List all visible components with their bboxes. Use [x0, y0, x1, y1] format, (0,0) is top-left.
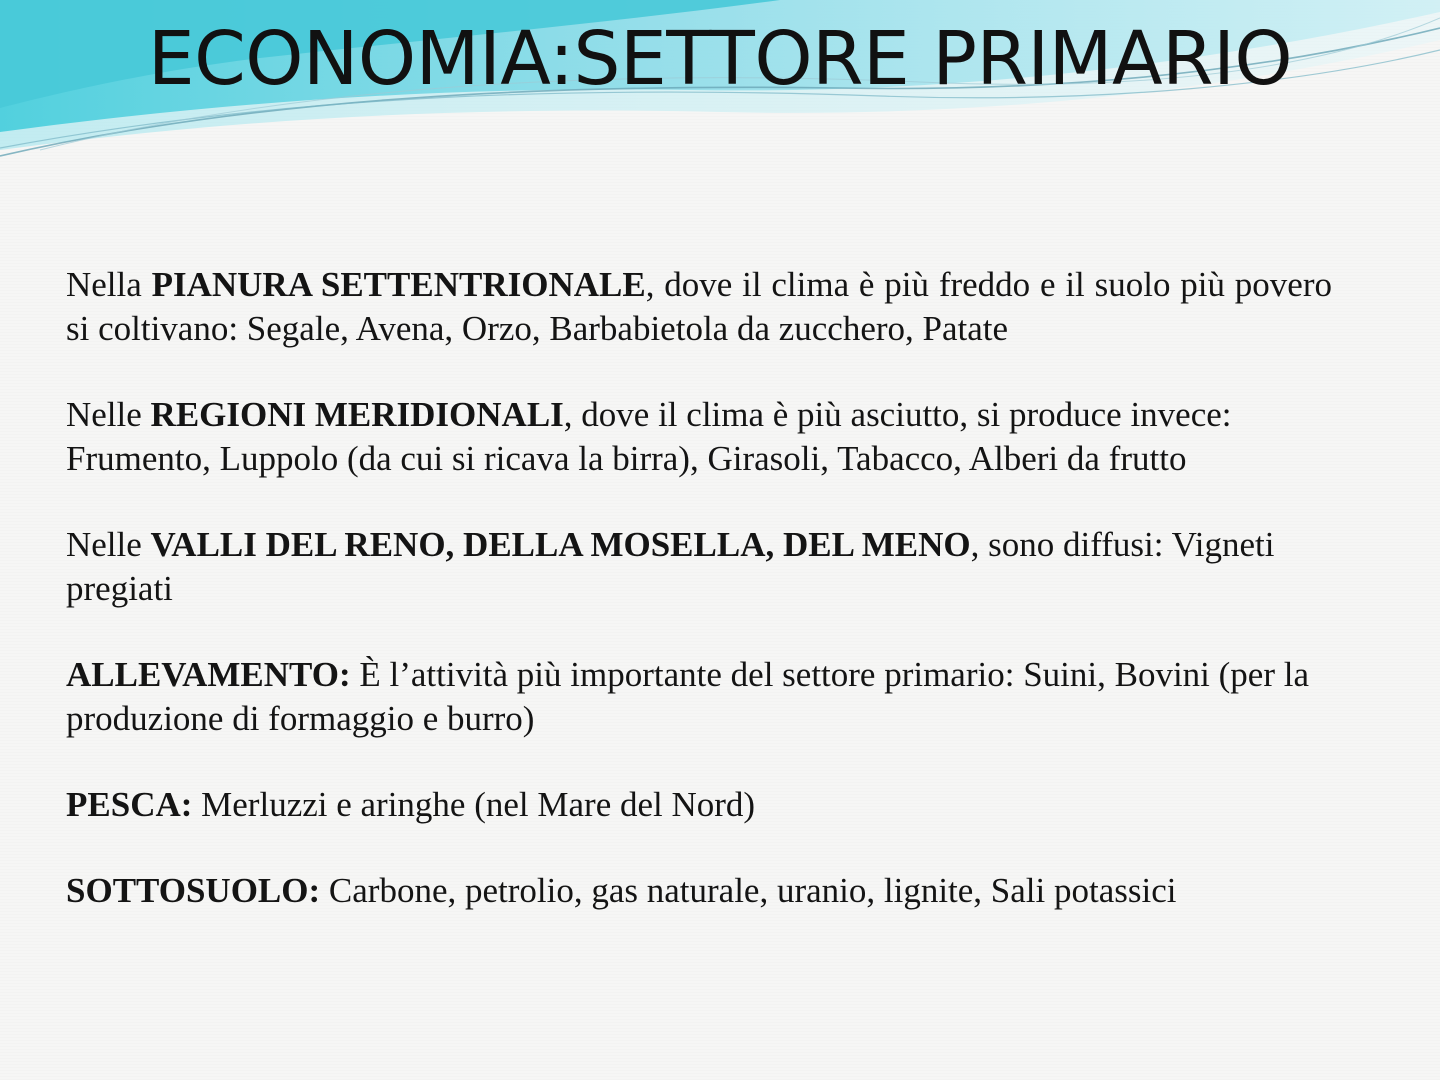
paragraph-pesca: [66, 783, 1332, 827]
paragraph-keyword: PESCA:: [66, 785, 193, 824]
paragraph-text: È l’attività più importante del settore primario: Suini, Bovini (per la produzione di formaggio e burro): [66, 655, 1310, 738]
paragraph-keyword: VALLI DEL RENO, DELLA MOSELLA, DEL MENO: [150, 525, 971, 564]
slide-title: ECONOMIA:SETTORE PRIMARIO: [147, 16, 1293, 102]
paragraph-valli: [66, 523, 1332, 611]
paragraph-prefix: Nella: [66, 265, 152, 304]
paragraph-prefix: Nelle: [66, 525, 151, 564]
paragraph-keyword: PIANURA SETTENTRIONALE: [151, 265, 646, 304]
paragraph-keyword: SOTTOSUOLO:: [66, 871, 321, 910]
paragraph-regioni-meridionali: [66, 393, 1332, 481]
paragraph-text: , dove il clima è più freddo e il suolo più povero si coltivano: Segale, Avena, Orzo, Barbabietola da zucchero, Patate: [66, 265, 1332, 348]
paragraph-prefix: Nelle: [66, 395, 151, 434]
paragraph-text: , sono diffusi: Vigneti pregiati: [66, 525, 1275, 608]
paragraph-text: , dove il clima è più asciutto, si produce invece: Frumento, Luppolo (da cui si ricava la birra), Girasoli, Tabacco, Alberi da frutto: [66, 395, 1232, 478]
paragraph-sottosuolo: [66, 869, 1332, 913]
paragraph-text: Carbone, petrolio, gas naturale, uranio, lignite, Sali potassici: [320, 871, 1177, 910]
paragraph-pianura: [66, 263, 1332, 351]
paragraph-allevamento: [66, 653, 1332, 741]
paragraph-keyword: ALLEVAMENTO:: [66, 655, 351, 694]
slide-body: [66, 263, 1332, 955]
paragraph-keyword: REGIONI MERIDIONALI: [150, 395, 564, 434]
paragraph-text: Merluzzi e aringhe (nel Mare del Nord): [192, 785, 756, 824]
